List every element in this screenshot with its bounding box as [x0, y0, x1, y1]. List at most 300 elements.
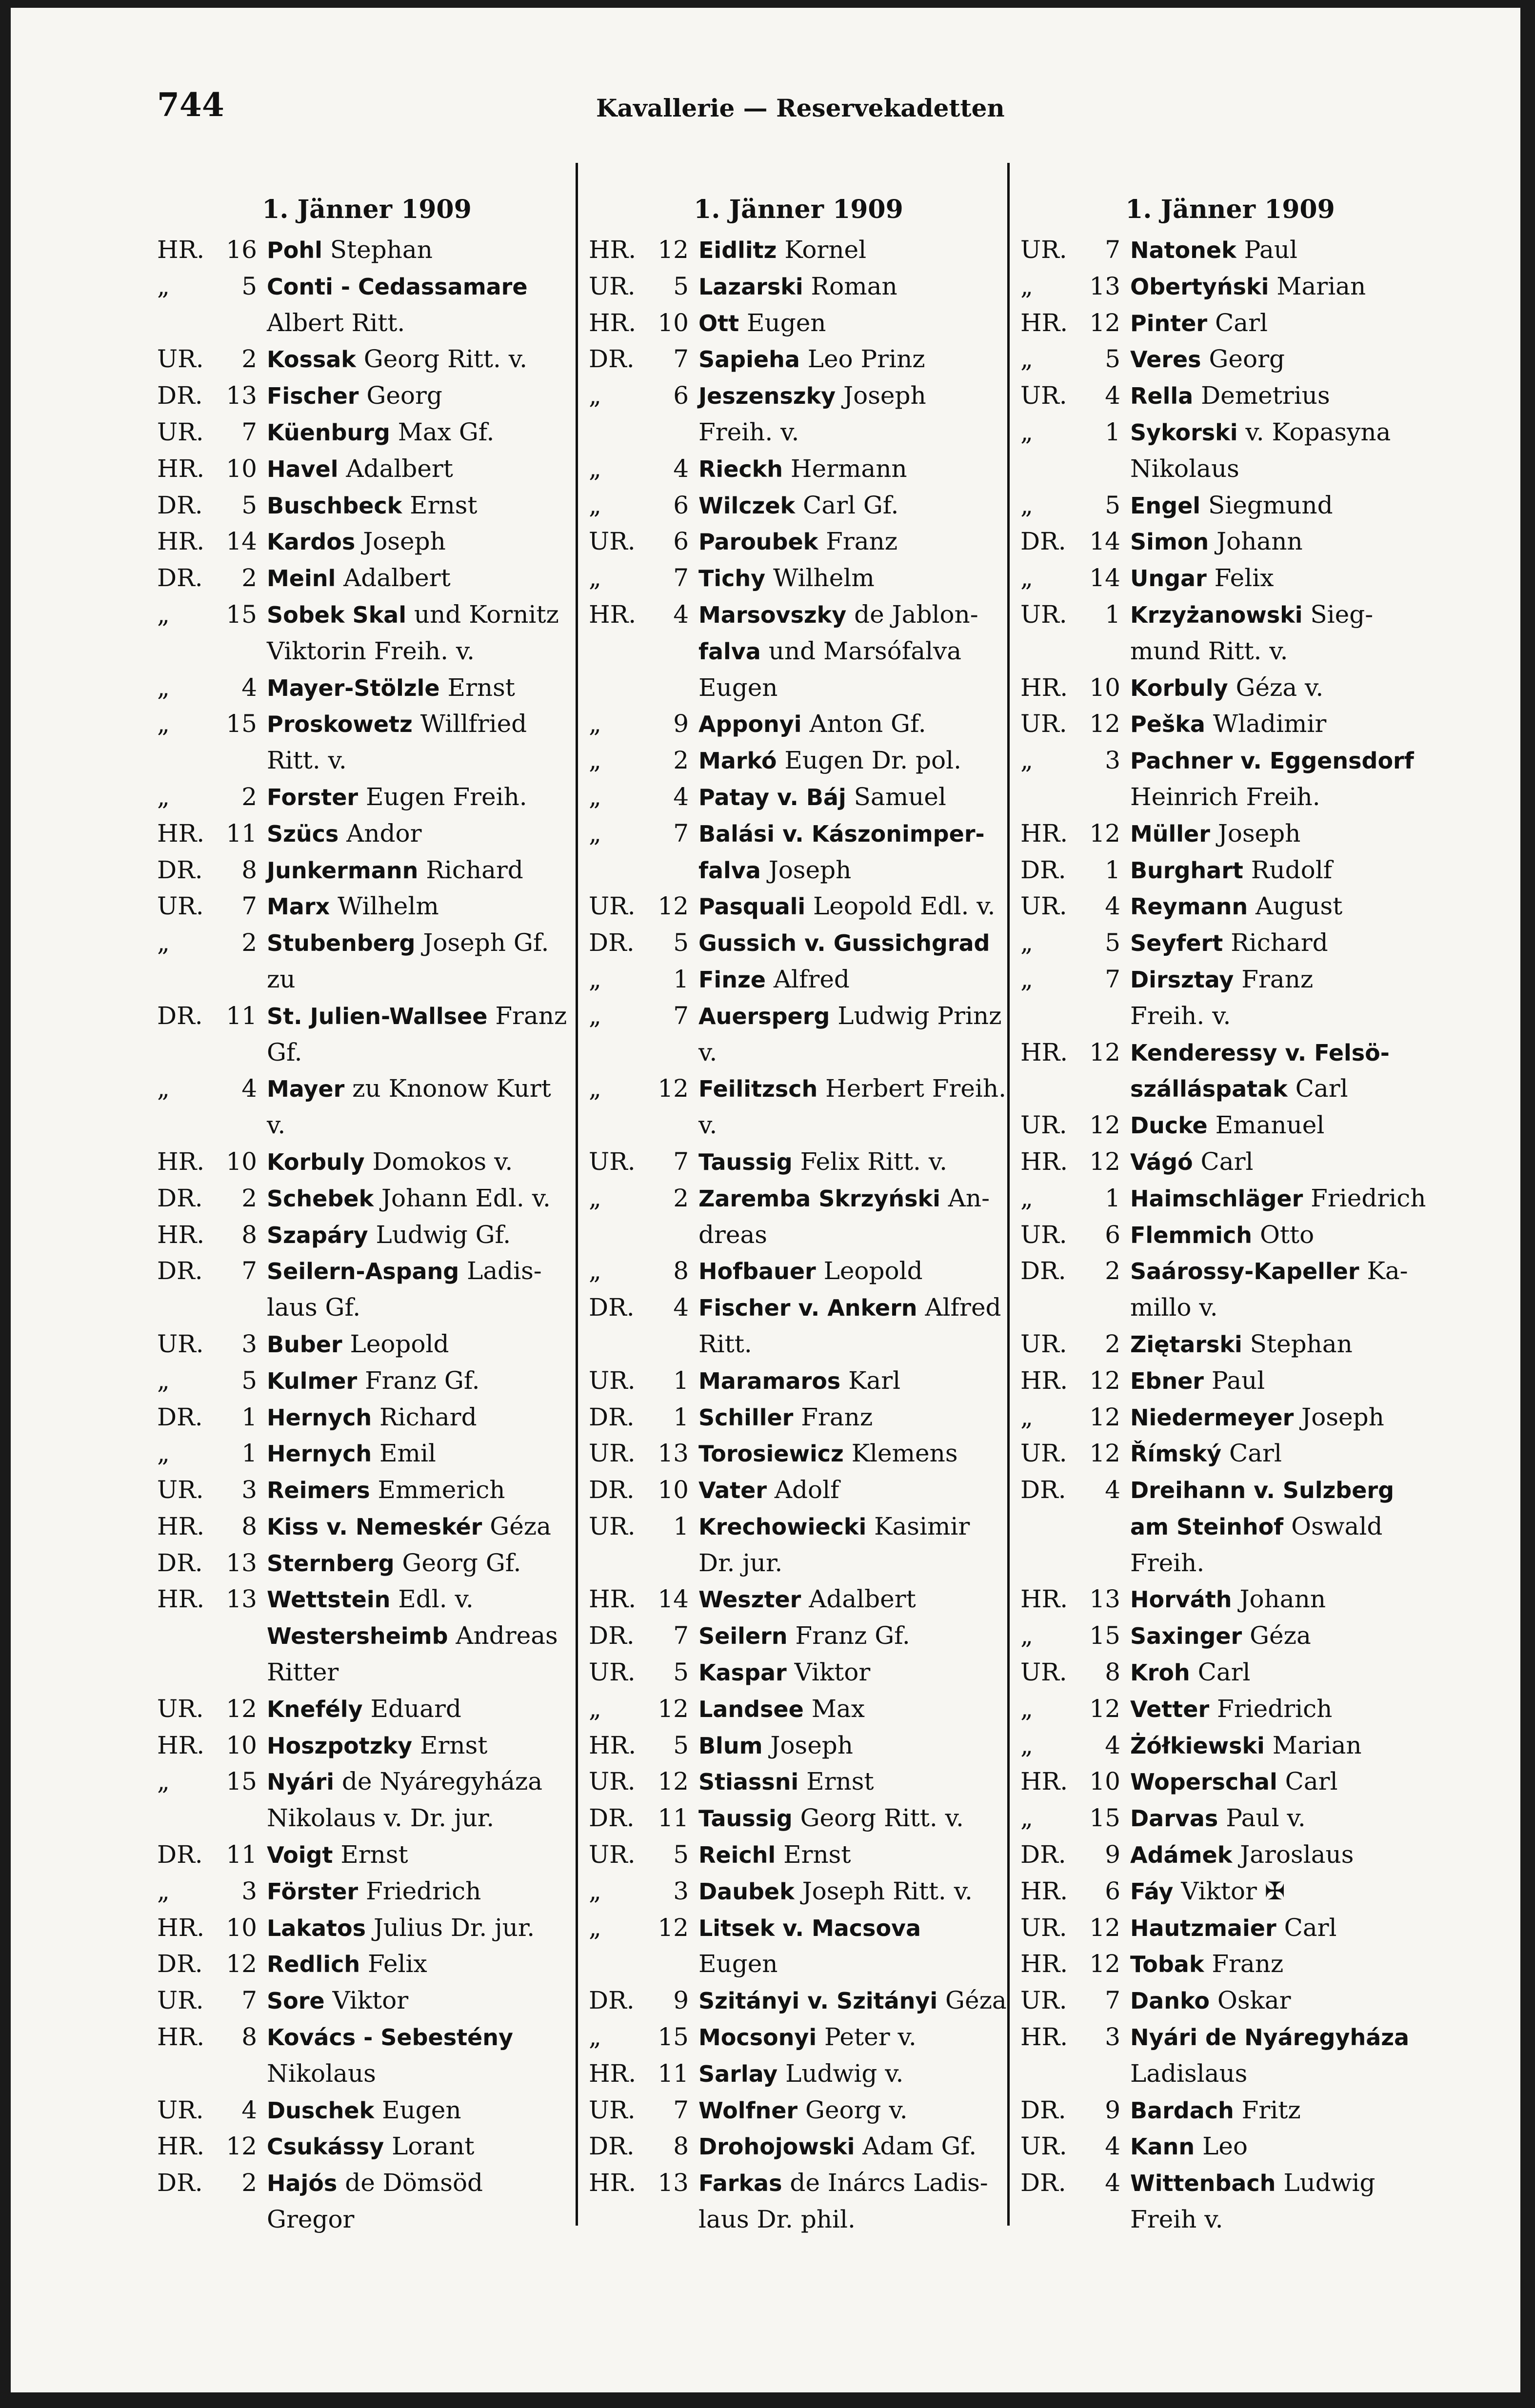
regiment-number: 12 [1089, 710, 1120, 738]
given-names: Georg Ritt. v. [356, 345, 527, 374]
rank-label: HR. [157, 2023, 205, 2052]
entry-text [698, 488, 1008, 524]
surname: Římský [1130, 1441, 1222, 1467]
regiment-number: 10 [226, 454, 257, 483]
given-names: Richard [1223, 928, 1328, 957]
surname: Kenderessy v. Felsö- [1130, 1039, 1390, 1066]
surname: Knefély [267, 1696, 363, 1722]
regiment-number [213, 1800, 267, 1837]
given-names: mund Ritt. v. [1130, 636, 1288, 665]
given-names: Johann Edl. v. [374, 1184, 551, 1212]
rank-label: „ [157, 782, 170, 811]
given-names: Siegmund [1200, 491, 1333, 519]
list-item [157, 779, 577, 816]
surname: Sobek Skal [267, 601, 406, 628]
entry-text [698, 414, 1008, 451]
surname: Proskowetz [267, 711, 413, 738]
list-item [589, 998, 1008, 1035]
given-names: Heinrich Freih. [1130, 782, 1320, 811]
entry-text [267, 706, 577, 743]
surname: Maramaros [698, 1367, 841, 1394]
entry-text [267, 633, 577, 670]
list-item [589, 1728, 1008, 1764]
surname: Lakatos [267, 1915, 366, 1941]
regiment-number: 9 [673, 1986, 689, 2015]
list-item [589, 1181, 1008, 1217]
rank-label: UR. [157, 2095, 204, 2124]
surname: Vater [698, 1477, 767, 1504]
entry-text [267, 1253, 577, 1290]
rank-label: DR. [157, 1001, 203, 1030]
surname: Jeszenszky [698, 383, 836, 410]
regiment-number: 4 [1105, 2132, 1120, 2161]
surname: Ziętarski [1130, 1331, 1242, 1358]
list-item [157, 888, 577, 925]
list-item [589, 1400, 1008, 1436]
rank-label: DR. [157, 1950, 203, 1978]
entry-text [267, 1618, 577, 1655]
regiment-number: 5 [673, 272, 689, 300]
entry-text [267, 1181, 577, 1217]
rank-label [157, 1290, 213, 1326]
surname: Kann [1130, 2133, 1195, 2160]
list-item [1020, 1253, 1440, 1290]
given-names: Johann [1232, 1585, 1326, 1614]
regiment-number: 13 [658, 2169, 689, 2197]
entry-text [698, 1581, 1008, 1618]
regiment-number [213, 1618, 267, 1655]
surname: Daubek [698, 1878, 795, 1905]
regiment-number: 1 [1105, 1184, 1120, 1212]
list-item [157, 2129, 577, 2165]
entry-text [1130, 1983, 1440, 2019]
list-item [157, 1326, 577, 1363]
regiment-number: 9 [1105, 2095, 1120, 2124]
list-item [1020, 2019, 1440, 2056]
given-names: Klemens [843, 1439, 958, 1468]
given-names: Sieg- [1302, 600, 1374, 629]
list-item [157, 1581, 577, 1618]
entry-text [267, 888, 577, 925]
regiment-number [213, 2202, 267, 2238]
given-names: Felix [1206, 564, 1274, 592]
entry-text [1130, 1181, 1440, 1217]
rank-label: DR. [1020, 1257, 1066, 1285]
rank-label: „ [589, 491, 601, 519]
surname: Wilczek [698, 492, 796, 519]
surname: Feilitzsch [698, 1076, 818, 1103]
list-item [1020, 743, 1440, 779]
entry-text [1130, 1728, 1440, 1764]
surname: Adámek [1130, 1842, 1233, 1869]
surname: Seilern-Aspang [267, 1258, 459, 1285]
list-item [589, 1326, 1008, 1363]
list-item [589, 925, 1008, 962]
regiment-number: 12 [658, 892, 689, 921]
given-names: Carl [1287, 1074, 1348, 1103]
regiment-number: 4 [241, 1074, 257, 1103]
entry-text [698, 1837, 1008, 1874]
entry-text [698, 597, 1008, 633]
given-names: Nikolaus [1130, 454, 1239, 483]
regiment-number [645, 414, 698, 451]
list-item [1020, 1800, 1440, 1837]
regiment-number: 1 [1105, 600, 1120, 629]
entry-text [698, 2056, 1008, 2092]
list-item [1020, 1509, 1440, 1545]
given-names: Adalbert [801, 1585, 916, 1614]
surname: Müller [1130, 820, 1210, 847]
list-item [589, 779, 1008, 816]
given-names: Julius Dr. jur. [365, 1913, 535, 1942]
rank-label: UR. [157, 417, 204, 446]
surname: Burghart [1130, 857, 1243, 884]
entry-text [267, 925, 577, 962]
list-item [589, 1035, 1008, 1071]
list-item [589, 1436, 1008, 1472]
rank-label: HR. [1020, 1147, 1068, 1176]
given-names: Freih v. [1130, 2205, 1223, 2234]
entry-text [698, 1983, 1008, 2019]
surname: Mayer [267, 1076, 345, 1103]
entry-text [267, 962, 577, 998]
rank-label: UR. [589, 892, 636, 921]
given-names: Domokos v. [364, 1147, 513, 1176]
entry-text [698, 2019, 1008, 2056]
list-item [1020, 925, 1440, 962]
regiment-number [1076, 451, 1130, 488]
list-item [1020, 1326, 1440, 1363]
given-names: Friedrich [1303, 1184, 1426, 1212]
list-item [589, 560, 1008, 597]
entry-text [267, 488, 577, 524]
regiment-number: 13 [226, 1548, 257, 1577]
given-names: Joseph Ritt. v. [794, 1876, 973, 1905]
list-item [1020, 1107, 1440, 1144]
entry-text [698, 1800, 1008, 1837]
entry-text [267, 451, 577, 488]
list-item [157, 1874, 577, 1910]
list-item [1020, 1837, 1440, 1874]
entry-text [267, 779, 577, 816]
surname: Tichy [698, 565, 766, 592]
regiment-number: 13 [226, 381, 257, 410]
rank-label [1020, 1545, 1076, 1582]
surname: Veres [1130, 346, 1201, 373]
rank-label: DR. [1020, 2169, 1066, 2197]
list-item [157, 816, 577, 852]
given-names: Ernst [402, 491, 478, 519]
rank-label: UR. [589, 1147, 636, 1176]
given-names: Ladis- [459, 1257, 542, 1285]
entry-text [267, 1035, 577, 1071]
list-item [1020, 1400, 1440, 1436]
rank-label: UR. [1020, 381, 1067, 410]
entry-text [698, 962, 1008, 998]
surname: Westersheimb [267, 1623, 448, 1650]
regiment-number: 7 [241, 1257, 257, 1285]
rank-label: „ [589, 746, 601, 775]
list-item [157, 1691, 577, 1728]
entry-text [698, 633, 1008, 670]
entry-text [267, 1107, 577, 1144]
rank-label [1020, 2202, 1076, 2238]
list-item [589, 816, 1008, 852]
entry-text [698, 1181, 1008, 1217]
regiment-number [645, 852, 698, 889]
rank-label [589, 1946, 645, 1983]
given-names: Edl. v. [390, 1585, 474, 1614]
regiment-number: 6 [673, 527, 689, 556]
entry-list [589, 232, 1008, 2238]
surname: Reichl [698, 1842, 776, 1869]
list-item [1020, 1983, 1440, 2019]
regiment-number: 13 [658, 1439, 689, 1468]
surname: Ebner [1130, 1367, 1204, 1394]
regiment-number: 6 [673, 381, 689, 410]
entry-text [267, 1655, 577, 1691]
regiment-number: 6 [673, 491, 689, 519]
list-item [1020, 232, 1440, 269]
entry-text [698, 378, 1008, 414]
entry-text [698, 743, 1008, 779]
given-names: Franz [487, 1001, 567, 1030]
rank-label: „ [589, 965, 601, 993]
regiment-number [645, 633, 698, 670]
entry-list [157, 232, 577, 2238]
rank-label: „ [157, 1876, 170, 1905]
entry-text [1130, 1253, 1440, 1290]
list-item [157, 1472, 577, 1509]
given-names: Paul v. [1218, 1804, 1306, 1833]
list-item [157, 1800, 577, 1837]
regiment-number: 14 [1089, 564, 1120, 592]
rank-label: UR. [589, 527, 636, 556]
entry-text [267, 1144, 577, 1181]
given-names: Adalbert [336, 564, 451, 592]
entry-text [698, 1107, 1008, 1144]
entry-text [1130, 451, 1440, 488]
rank-label: HR. [1020, 1767, 1068, 1796]
rank-label [157, 1655, 213, 1691]
regiment-number: 12 [1089, 1402, 1120, 1431]
surname: Pohl [267, 237, 322, 263]
surname: Vágó [1130, 1148, 1193, 1175]
given-names: Franz [793, 1402, 873, 1431]
given-names: Kasimir [866, 1512, 970, 1540]
rank-label [157, 1618, 213, 1655]
rank-label: UR. [1020, 1986, 1067, 2015]
entry-text [698, 816, 1008, 852]
entry-text [267, 232, 577, 269]
regiment-number: 3 [241, 1476, 257, 1504]
given-names: Freih. v. [1130, 1001, 1231, 1030]
list-item [157, 633, 577, 670]
surname: Kroh [1130, 1659, 1190, 1686]
regiment-number: 5 [1105, 345, 1120, 374]
regiment-number: 7 [241, 417, 257, 446]
list-item [157, 1363, 577, 1400]
list-item [589, 743, 1008, 779]
surname: Danko [1130, 1988, 1210, 2014]
list-item [589, 962, 1008, 998]
surname: Kovács - Sebestény [267, 2024, 513, 2051]
rank-label: „ [157, 928, 170, 957]
rank-label [1020, 779, 1076, 816]
surname: Stiassni [698, 1769, 799, 1796]
regiment-number: 7 [1105, 236, 1120, 264]
rank-label: „ [1020, 1731, 1033, 1759]
given-names: Max [803, 1694, 865, 1723]
list-item [1020, 524, 1440, 560]
surname: Duschek [267, 2097, 375, 2124]
rank-label: „ [589, 710, 601, 738]
rank-label: „ [1020, 965, 1033, 993]
rank-label: „ [589, 564, 601, 592]
entry-text [267, 1326, 577, 1363]
rank-label: UR. [157, 1476, 204, 1504]
surname: Balási v. Kászonimper- [698, 820, 985, 847]
list-item [1020, 998, 1440, 1035]
list-item [589, 670, 1008, 707]
list-item [589, 1472, 1008, 1509]
entry-text [267, 1436, 577, 1472]
list-item [157, 2092, 577, 2129]
given-names: Georg Ritt. v. [792, 1804, 964, 1833]
rank-label: DR. [157, 381, 203, 410]
rank-label: DR. [157, 2169, 203, 2197]
rank-label: HR. [157, 1147, 205, 1176]
surname: Korbuly [1130, 674, 1228, 701]
rank-label: „ [157, 1074, 170, 1103]
given-names: laus Dr. phil. [698, 2205, 856, 2234]
regiment-number: 2 [673, 746, 689, 775]
regiment-number: 5 [1105, 491, 1120, 519]
regiment-number [213, 962, 267, 998]
regiment-number: 5 [673, 1731, 689, 1759]
list-item [589, 888, 1008, 925]
entry-text [267, 1545, 577, 1582]
entry-text [698, 1290, 1008, 1326]
entry-text [267, 1400, 577, 1436]
surname: Buschbeck [267, 492, 402, 519]
rank-label [589, 1545, 645, 1582]
rank-label: „ [589, 454, 601, 483]
entry-text [1130, 1035, 1440, 1071]
rank-label: „ [1020, 1184, 1033, 1212]
surname: Darvas [1130, 1805, 1218, 1832]
list-item [589, 1618, 1008, 1655]
given-names: Max Gf. [390, 417, 495, 446]
entry-text [698, 1400, 1008, 1436]
regiment-number: 14 [1089, 527, 1120, 556]
regiment-number: 2 [241, 1184, 257, 1212]
entry-text [698, 1253, 1008, 1290]
given-names: Herbert Freih. [817, 1074, 1006, 1103]
entry-text [1130, 2056, 1440, 2092]
given-names: Ritt. [698, 1329, 752, 1358]
rank-label: DR. [1020, 527, 1066, 556]
surname: Hautzmaier [1130, 1915, 1276, 1941]
entry-text [1130, 1472, 1440, 1509]
entry-text [698, 1509, 1008, 1545]
list-item [157, 1509, 577, 1545]
entry-text [1130, 1545, 1440, 1582]
entry-text [1130, 1837, 1440, 1874]
regiment-number: 3 [1105, 2023, 1120, 2052]
given-names: Eduard [362, 1694, 461, 1723]
surname: Fischer [267, 383, 359, 410]
regiment-number: 12 [1089, 1147, 1120, 1176]
list-item [1020, 1655, 1440, 1691]
given-names: Leo Prinz [799, 345, 925, 374]
regiment-number: 9 [1105, 1840, 1120, 1869]
given-names: Anton Gf. [801, 710, 926, 738]
regiment-number: 11 [658, 2059, 689, 2088]
entry-text [1130, 1071, 1440, 1107]
given-names: August [1248, 892, 1343, 921]
rank-label: „ [1020, 272, 1033, 300]
list-item [589, 1144, 1008, 1181]
regiment-number: 8 [241, 855, 257, 884]
list-item [1020, 560, 1440, 597]
regiment-number: 12 [226, 2132, 257, 2161]
list-item [589, 1071, 1008, 1107]
regiment-number: 1 [673, 1512, 689, 1540]
list-item [157, 305, 577, 342]
entry-text [267, 1217, 577, 1254]
rank-label: HR. [157, 527, 205, 556]
entry-text [267, 816, 577, 852]
column-1 [157, 187, 577, 2238]
surname: Nyári de Nyáregyháza [1130, 2024, 1410, 2051]
regiment-number: 12 [658, 1694, 689, 1723]
list-item [1020, 1618, 1440, 1655]
document-page [11, 8, 1520, 2392]
given-names: Lorant [384, 2132, 475, 2161]
surname: Finze [698, 966, 766, 993]
entry-text [1130, 1874, 1440, 1910]
surname: Woperschal [1130, 1769, 1277, 1796]
entry-text [698, 1910, 1008, 1947]
regiment-number: 8 [241, 1512, 257, 1540]
regiment-number: 12 [226, 1950, 257, 1978]
rank-label: DR. [589, 345, 635, 374]
entry-text [267, 2202, 577, 2238]
list-item [589, 2056, 1008, 2092]
rank-label: HR. [589, 2169, 637, 2197]
entry-text [1130, 341, 1440, 378]
rank-label: UR. [1020, 1220, 1067, 1249]
given-names: Joseph [355, 527, 446, 556]
given-names: Oswald [1283, 1512, 1383, 1540]
surname: Apponyi [698, 711, 802, 738]
rank-label [589, 852, 645, 889]
surname: Sykorski [1130, 419, 1238, 446]
list-item [157, 1035, 577, 1071]
regiment-number: 11 [226, 1840, 257, 1869]
rank-label: DR. [589, 1621, 635, 1650]
page-number: 744 [157, 86, 224, 124]
entry-text [1130, 269, 1440, 305]
list-item [1020, 597, 1440, 633]
list-item [1020, 816, 1440, 852]
entry-text [267, 2129, 577, 2165]
list-item [589, 1509, 1008, 1545]
given-names: Gf. [267, 1038, 302, 1066]
entry-text [267, 414, 577, 451]
given-names: Ernst [798, 1767, 874, 1796]
